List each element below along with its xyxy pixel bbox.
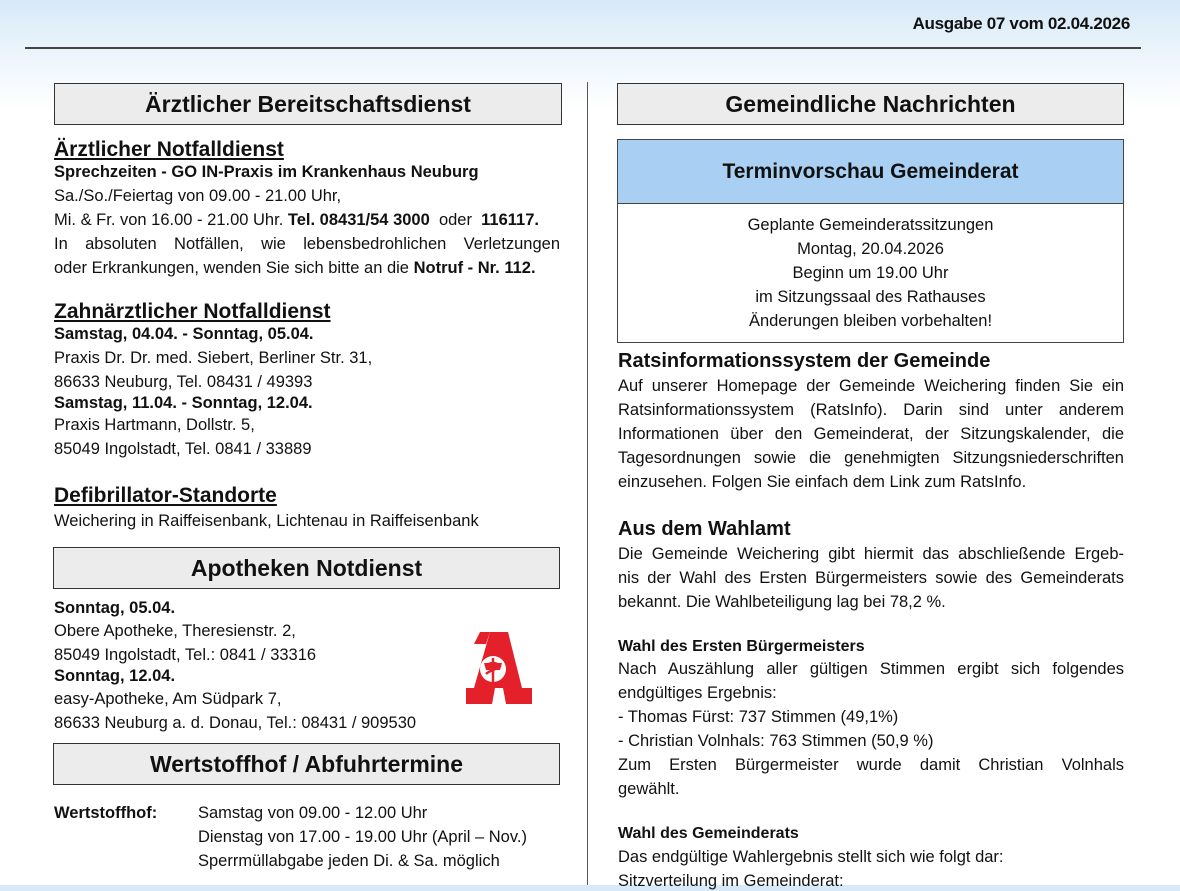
apo-line1: Sonntag, 05.04. <box>54 599 176 617</box>
termin-line4: im Sitzungssaal des Rathauses <box>755 288 986 306</box>
apo-line5: easy-Apotheke, Am Südpark 7, <box>54 690 282 708</box>
header-rule <box>25 47 1141 49</box>
apotheke-logo-icon <box>460 630 536 706</box>
termin-head: Terminvorschau Gemeinderat <box>618 140 1123 204</box>
defi-line1: Weichering in Raiffeisenbank, Lichtenau in Raiffeisenbank <box>54 512 479 530</box>
notfall-hours: Mi. & Fr. von 16.00 - 21.00 Uhr. <box>54 211 284 229</box>
notfall-line1: Sprechzeiten - GO IN-Praxis im Krankenhaus Neuburg <box>54 163 479 181</box>
termin-line5: Änderungen bleiben vorbehalten! <box>748 312 993 330</box>
zahn-line3: 86633 Neuburg, Tel. 08431 / 49393 <box>54 373 313 391</box>
apo-line6: 86633 Neuburg a. d. Donau, Tel.: 08431 / 909530 <box>54 714 417 732</box>
bm-line2: endgültiges Ergebnis: <box>618 684 777 702</box>
notfall-notruf: Notruf - Nr. 112. <box>413 259 536 277</box>
termin-box <box>617 139 1124 343</box>
rats-line4: Tagesordnungen sowie die genehmigten Sitzungsniederschriften <box>618 449 1124 467</box>
notfall-or: oder <box>438 211 472 229</box>
rats-line2: Ratsinformationssystem (RatsInfo). Darin sind unter anderem <box>618 401 1124 419</box>
column-divider <box>587 82 588 885</box>
termin-line1: Geplante Gemeinderatssitzungen <box>747 216 994 234</box>
box-apotheken: Apotheken Notdienst <box>53 547 560 589</box>
rats-line3: Informationen über den Gemeinderat, der Sitzungskalender, die <box>618 425 1124 443</box>
gr-title: Wahl des Gemeinderats <box>618 825 799 842</box>
wert-line3: Sperrmüllabgabe jeden Di. & Sa. möglich <box>198 852 500 870</box>
notfall-line4: In absoluten Notfällen, wie lebensbedrohlichen Verletzungen <box>54 235 560 253</box>
bm-line1: Nach Auszählung aller gültigen Stimmen ergibt sich folgendes <box>618 660 1124 678</box>
zahn-title: Zahnärztlicher Notfalldienst <box>54 300 331 323</box>
notfall-phone2: 116117. <box>481 211 539 229</box>
gr-line2: Sitzverteilung im Gemeinderat: <box>618 872 844 890</box>
box-wertstoff: Wertstoffhof / Abfuhrtermine <box>53 743 560 785</box>
apo-line2: Obere Apotheke, Theresienstr. 2, <box>54 622 296 640</box>
termin-line3: Beginn um 19.00 Uhr <box>792 264 949 282</box>
box-bereitschaft: Ärztlicher Bereitschaftsdienst <box>54 83 562 125</box>
zahn-line5: Praxis Hartmann, Dollstr. 5, <box>54 416 255 434</box>
notfall-line3 <box>54 211 539 230</box>
zahn-line2: Praxis Dr. Dr. med. Siebert, Berliner Str. 31, <box>54 349 373 367</box>
wahl-line2: nis der Wahl des Ersten Bürgermeisters sowie des Gemeinderats <box>618 569 1124 587</box>
wert-line2: Dienstag von 17.00 - 19.00 Uhr (April – Nov.) <box>198 828 527 846</box>
apo-line4: Sonntag, 12.04. <box>54 667 176 685</box>
defi-title: Defibrillator-Standorte <box>54 484 277 507</box>
bm-title: Wahl des Ersten Bürgermeisters <box>618 638 865 655</box>
termin-line2: Montag, 20.04.2026 <box>797 240 944 258</box>
zahn-line1: Samstag, 04.04. - Sonntag, 05.04. <box>54 325 314 343</box>
bm-line6: gewählt. <box>618 780 680 798</box>
issue-label: Ausgabe 07 vom 02.04.2026 <box>912 14 1130 33</box>
wahl-title: Aus dem Wahlamt <box>618 518 791 540</box>
notfall-phone: Tel. 08431/54 3000 <box>287 211 430 229</box>
rats-line1: Auf unserer Homepage der Gemeinde Weichering finden Sie ein <box>618 377 1124 395</box>
bm-line3: - Thomas Fürst: 737 Stimmen (49,1%) <box>618 708 899 726</box>
zahn-line6: 85049 Ingolstadt, Tel. 0841 / 33889 <box>54 440 312 458</box>
termin-body <box>618 204 1123 333</box>
wahl-line3: bekannt. Die Wahlbeteiligung lag bei 78,2 %. <box>618 593 946 611</box>
box-gemeinde: Gemeindliche Nachrichten <box>617 83 1124 125</box>
bm-line4: - Christian Volnhals: 763 Stimmen (50,9 %) <box>618 732 934 750</box>
zahn-line4: Samstag, 11.04. - Sonntag, 12.04. <box>54 394 313 412</box>
notfall-line5 <box>54 259 536 278</box>
apo-line3: 85049 Ingolstadt, Tel.: 0841 / 33316 <box>54 646 317 664</box>
rats-line5: einzusehen. Folgen Sie einfach dem Link zum RatsInfo. <box>618 473 1027 491</box>
bm-line5: Zum Ersten Bürgermeister wurde damit Christian Volnhals <box>618 756 1124 774</box>
notfall-title: Ärztlicher Notfalldienst <box>54 138 284 161</box>
notfall-line2: Sa./So./Feiertag von 09.00 - 21.00 Uhr, <box>54 187 342 205</box>
rats-title: Ratsinformationssystem der Gemeinde <box>618 350 991 372</box>
gr-line1: Das endgültige Wahlergebnis stellt sich wie folgt dar: <box>618 848 1004 866</box>
wahl-line1: Die Gemeinde Weichering gibt hiermit das abschließende Ergeb- <box>618 545 1124 563</box>
wert-line1: Samstag von 09.00 - 12.00 Uhr <box>198 804 428 822</box>
wert-label: Wertstoffhof: <box>54 804 158 822</box>
notfall-line5-text: oder Erkrankungen, wenden Sie sich bitte an die <box>54 259 409 277</box>
